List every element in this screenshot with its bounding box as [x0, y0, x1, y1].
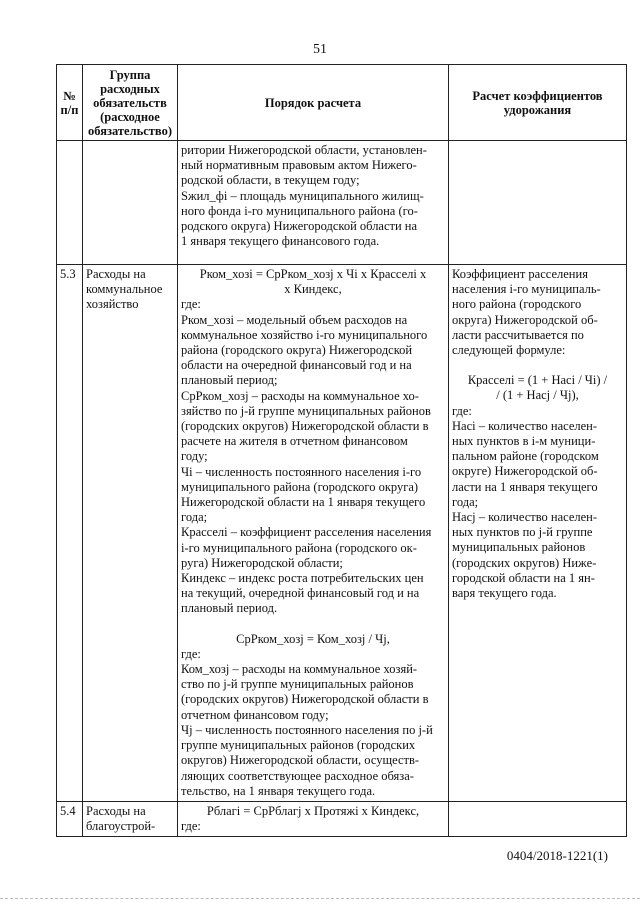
- calc-line: области на очередной финансовый год и на: [181, 358, 412, 373]
- cont-calc-line: родского округа) Нижегородской области на: [181, 219, 418, 234]
- row-5-4-group: [83, 801, 178, 836]
- calc-line: ство по j-й группе муниципальных районов: [181, 677, 414, 692]
- calc-line: группе муниципальных районов (городских: [181, 738, 416, 753]
- calc-line: Киндекс – индекс роста потребительских цен: [181, 571, 424, 586]
- coef-line: Насi – количество населен-: [452, 418, 598, 433]
- calc-line: Рком_хозi – модельный объем расходов на: [181, 312, 408, 327]
- coef-line: ных пунктов по j-й группе: [452, 525, 593, 540]
- calc-line: плановый период.: [181, 601, 278, 616]
- table-row-5-4: [57, 801, 627, 836]
- cont-coef-cell: [449, 141, 627, 265]
- calc-line: Чi – численность постоянного населения i-го: [181, 464, 422, 479]
- coef-line: округе) Нижегородской об-: [452, 464, 598, 479]
- calc-line: (городских округов) Нижегородской области в: [181, 692, 429, 707]
- header-calculation: Порядок расчета: [178, 65, 449, 141]
- header-coefficients: Расчет коэффициентов удорожания: [449, 65, 627, 141]
- calc-line: году;: [181, 449, 208, 464]
- calc-line: муниципального района (городского округа): [181, 479, 419, 494]
- row-5-3-number: 5.3: [57, 265, 83, 802]
- cont-calc-line: 1 января текущего финансового года.: [181, 234, 380, 249]
- coef-line: городской области на 1 ян-: [452, 570, 595, 585]
- formula-rblag: Рблагi = СрРблагj x Протяжi x Киндекс,: [206, 803, 420, 818]
- group-line: Расходы на: [86, 803, 146, 818]
- calc-line: (городских округов) Нижегородской области в: [181, 419, 429, 434]
- calc-line: на текущий, очередной финансовый год и на: [181, 586, 420, 601]
- scan-edge-divider: [0, 898, 640, 903]
- formula-krassel-line-2: / (1 + Насj / Чj),: [496, 388, 579, 403]
- document-code: 0404/2018-1221(1): [506, 848, 608, 863]
- coef-line: варя текущего года.: [452, 586, 557, 601]
- calc-line: расчете на жителя в отчетном финансовом: [181, 434, 408, 449]
- table-header-row: [57, 65, 627, 141]
- calc-line: руга) Нижегородской области;: [181, 555, 343, 570]
- cont-calc-line: Sжил_фi – площадь муниципального жилищ-: [181, 188, 424, 203]
- cont-calc-line: ритории Нижегородской области, установлен-: [181, 143, 427, 157]
- coef-line: ного района (городского: [452, 297, 582, 312]
- coef-line: муниципальных районов: [452, 540, 586, 555]
- calc-line: где:: [181, 297, 201, 312]
- coef-line: ласти на 1 января текущего: [452, 479, 598, 494]
- coef-line: округа) Нижегородской об-: [452, 312, 598, 327]
- calc-line: Нижегородской области на 1 января текущего: [181, 495, 426, 510]
- page-number: 51: [313, 42, 327, 57]
- group-line: благоустрой-: [86, 819, 156, 834]
- coef-line: ных пунктов в i-м муници-: [452, 434, 596, 449]
- calc-line: Ком_хозj – расходы на коммунальное хозяй-: [181, 662, 418, 677]
- group-line: Расходы на: [86, 267, 146, 281]
- spacer: [452, 358, 623, 373]
- row-5-4-calculation: [178, 801, 449, 836]
- header-group: Группа расходных обязательств (расходное обязательство): [83, 65, 178, 141]
- coef-line: (городских округов) Нижe-: [452, 555, 597, 570]
- calculation-table: [56, 64, 627, 837]
- table-row-5-3: [57, 265, 627, 802]
- calc-line: зяйство по j-й группе муниципальных районов: [181, 403, 431, 418]
- formula-rkom-line-1: Рком_хозi = СрРком_хозj x Чi x Красселi x: [199, 267, 427, 281]
- cont-calc-cell: [178, 141, 449, 265]
- row-5-3-group: [83, 265, 178, 802]
- row-5-3-calculation: [178, 265, 449, 802]
- calc-line: года;: [181, 510, 208, 525]
- cont-number-cell: [57, 141, 83, 265]
- coef-line: следующей формуле:: [452, 343, 566, 358]
- cont-group-cell: [83, 141, 178, 265]
- calc-line: Чj – численность постоянного населения по j-й: [181, 722, 433, 737]
- cont-calc-line: ного фонда i-го муниципального района (го-: [181, 203, 418, 218]
- calc-line: отчетном финансовом году;: [181, 707, 329, 722]
- row-5-4-number: 5.4: [57, 801, 83, 836]
- calc-line: коммунальное хозяйство i-го муниципального: [181, 327, 428, 342]
- formula-krassel-line-1: Красселi = (1 + Насi / Чi) /: [467, 373, 608, 388]
- cont-calc-line: ный нормативным правовым актом Нижего-: [181, 158, 417, 173]
- calc-line: района (городского округа) Нижегородской: [181, 343, 413, 358]
- row-5-4-coefficients: [449, 801, 627, 836]
- calc-line: округов) Нижегородской области, осуществ-: [181, 753, 420, 768]
- calc-line: i-го муниципального района (городского ок-: [181, 540, 417, 555]
- table-row-continuation: [57, 141, 627, 265]
- coef-line: пальном районе (городском: [452, 449, 599, 464]
- cont-calc-line: родской области, в текущем году;: [181, 173, 360, 188]
- group-line: коммунальное: [86, 282, 163, 297]
- spacer: [181, 617, 445, 632]
- calc-line: СрРком_хозj – расходы на коммунальное хо-: [181, 388, 419, 403]
- calc-line: плановый период;: [181, 373, 278, 388]
- calc-line: тельство, на 1 января текущего года.: [181, 783, 376, 798]
- coef-line: года;: [452, 494, 479, 509]
- calc-line: где:: [181, 646, 201, 661]
- calc-line: ляющих соответствующее расходное обяза-: [181, 768, 414, 783]
- row-5-3-coefficients: [449, 265, 627, 802]
- coef-line: Насj – количество населен-: [452, 510, 598, 525]
- coef-line: населения i-го муниципаль-: [452, 282, 601, 297]
- header-number: № п/п: [57, 65, 83, 141]
- group-line: хозяйство: [86, 297, 139, 312]
- calc-line: где:: [181, 819, 201, 834]
- formula-srrkom: СрРком_хозj = Ком_хозj / Чj,: [236, 631, 390, 646]
- formula-rkom-line-2: x Киндекс,: [284, 282, 342, 297]
- coef-line: ласти рассчитывается по: [452, 327, 584, 342]
- coef-line: где:: [452, 403, 472, 418]
- calc-line: Красселi – коэффициент расселения населения: [181, 525, 432, 540]
- coef-line: Коэффициент расселения: [452, 267, 588, 281]
